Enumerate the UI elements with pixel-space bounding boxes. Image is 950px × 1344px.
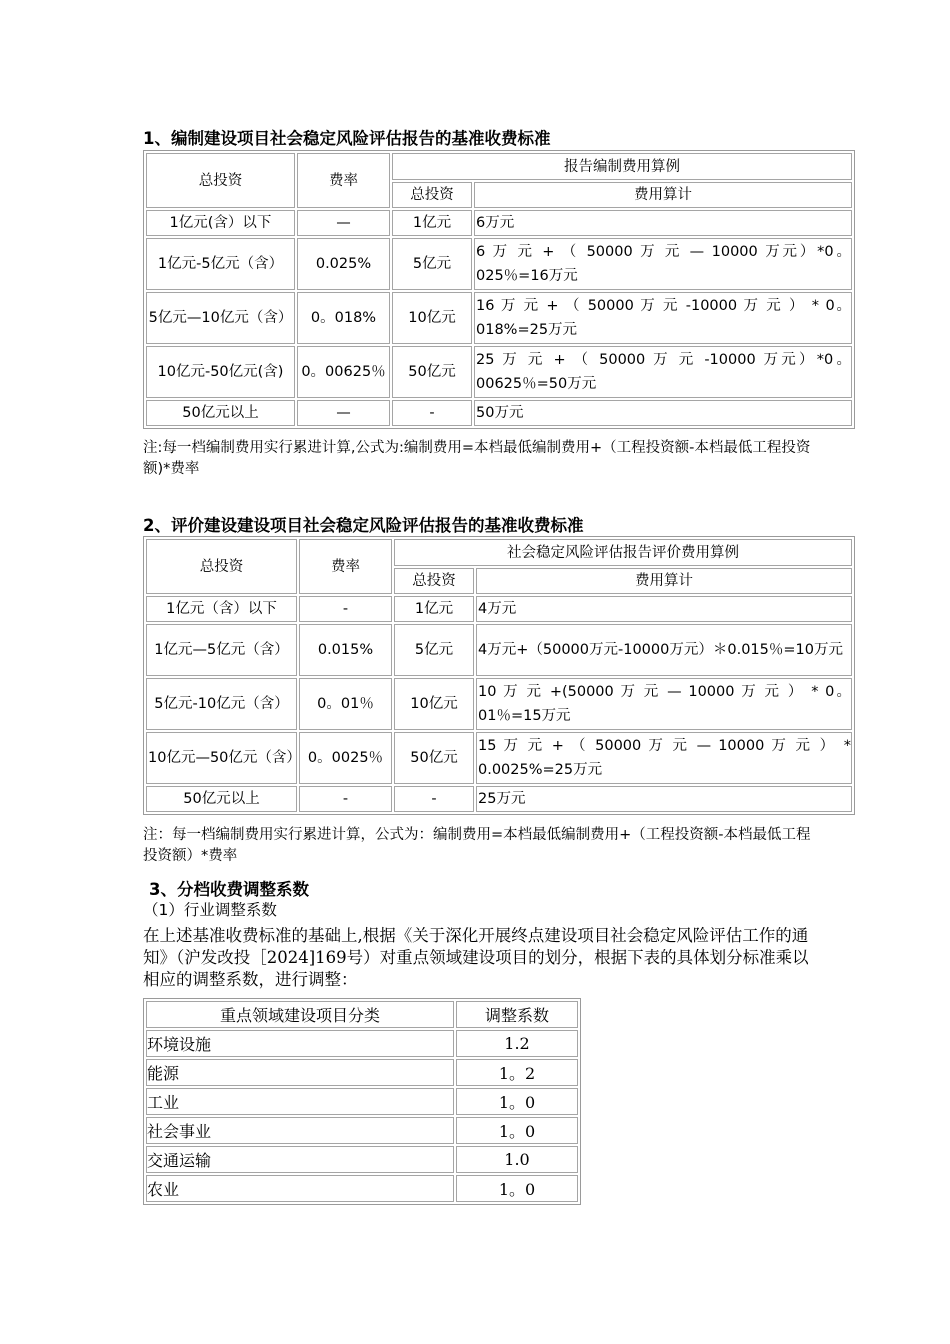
header-example-investment: 总投资 bbox=[394, 568, 474, 594]
coefficient-cell: 1。0 bbox=[456, 1117, 578, 1144]
category-cell: 能源 bbox=[146, 1059, 454, 1086]
table-row bbox=[146, 210, 852, 236]
investment-cell: - bbox=[392, 400, 472, 426]
table-row bbox=[146, 678, 852, 730]
section1-heading: 1、编制建设项目社会稳定风险评估报告的基准收费标准 bbox=[143, 129, 551, 148]
rate-cell: 0。018% bbox=[297, 292, 390, 344]
category-cell: 环境设施 bbox=[146, 1030, 454, 1057]
table-row bbox=[146, 786, 852, 812]
section3-subheading: （1）行业调整系数 bbox=[143, 901, 277, 919]
coefficient-cell: 1。0 bbox=[456, 1088, 578, 1115]
header-total-investment: 总投资 bbox=[146, 153, 295, 208]
section1-fee-table bbox=[143, 150, 855, 429]
range-cell: 10亿元-50亿元(含) bbox=[146, 346, 295, 398]
range-cell: 5亿元-10亿元（含） bbox=[146, 678, 297, 730]
header-total-investment: 总投资 bbox=[146, 539, 297, 594]
header-coefficient: 调整系数 bbox=[456, 1001, 578, 1028]
investment-cell: 10亿元 bbox=[394, 678, 474, 730]
category-cell: 工业 bbox=[146, 1088, 454, 1115]
rate-cell: 0。01％ bbox=[299, 678, 392, 730]
rate-cell: — bbox=[297, 210, 390, 236]
section3-paragraph: 在上述基准收费标准的基础上,根据《关于深化开展终点建设项目社会稳定风险评估工作的通知》（沪发改投［2024]169号）对重点领域建设项目的划分，根据下表的具体划分标准乘以相应的调整系数，进行调整： bbox=[143, 926, 809, 989]
rate-cell: 0。0025％ bbox=[299, 732, 392, 784]
range-cell: 1亿元—5亿元（含） bbox=[146, 624, 297, 676]
range-cell: 5亿元—10亿元（含） bbox=[146, 292, 295, 344]
investment-cell: - bbox=[394, 786, 474, 812]
table-row bbox=[146, 596, 852, 622]
rate-cell: - bbox=[299, 596, 392, 622]
calc-cell: 50万元 bbox=[474, 400, 852, 426]
table-row bbox=[146, 1117, 578, 1144]
table-row bbox=[146, 292, 852, 344]
calc-cell: 4万元 bbox=[476, 596, 852, 622]
range-cell: 1亿元-5亿元（含） bbox=[146, 238, 295, 290]
header-rate: 费率 bbox=[299, 539, 392, 594]
table-row bbox=[146, 346, 852, 398]
header-example-group: 社会稳定风险评估报告评价费用算例 bbox=[394, 539, 852, 566]
investment-cell: 5亿元 bbox=[394, 624, 474, 676]
coefficient-cell: 1.2 bbox=[456, 1030, 578, 1057]
calc-cell: 15 万 元 + （ 50000 万 元 — 10000 万 元 ） * 0.0025%=25万元 bbox=[476, 732, 852, 784]
category-cell: 交通运输 bbox=[146, 1146, 454, 1173]
table-row bbox=[146, 238, 852, 290]
table-row bbox=[146, 1088, 578, 1115]
rate-cell: — bbox=[297, 400, 390, 426]
calc-cell: 16 万 元 + （ 50000 万 元 -10000 万 元 ） * 0。018%=25万元 bbox=[474, 292, 852, 344]
rate-cell: - bbox=[299, 786, 392, 812]
table-row bbox=[146, 1059, 578, 1086]
range-cell: 10亿元—50亿元（含） bbox=[146, 732, 297, 784]
rate-cell: 0.025% bbox=[297, 238, 390, 290]
header-rate: 费率 bbox=[297, 153, 390, 208]
table-row bbox=[146, 1146, 578, 1173]
section1-note: 注:每一档编制费用实行累进计算,公式为:编制费用=本档最低编制费用+（工程投资额-本档最低工程投资额)*费率 bbox=[143, 440, 811, 477]
rate-cell: 0.015% bbox=[299, 624, 392, 676]
header-example-calc: 费用算计 bbox=[476, 568, 852, 594]
header-example-calc: 费用算计 bbox=[474, 182, 852, 208]
rate-cell: 0。00625％ bbox=[297, 346, 390, 398]
range-cell: 50亿元以上 bbox=[146, 400, 295, 426]
calc-cell: 6 万 元 + （ 50000 万 元 — 10000 万元）*0。025％=16万元 bbox=[474, 238, 852, 290]
section2-heading: 2、评价建设建设项目社会稳定风险评估报告的基准收费标准 bbox=[143, 516, 584, 535]
investment-cell: 50亿元 bbox=[392, 346, 472, 398]
calc-cell: 25万元 bbox=[476, 786, 852, 812]
section2-note: 注：每一档编制费用实行累进计算，公式为：编制费用=本档最低编制费用+（工程投资额-本档最低工程投资额）*费率 bbox=[143, 827, 811, 864]
coefficient-cell: 1。2 bbox=[456, 1059, 578, 1086]
investment-cell: 50亿元 bbox=[394, 732, 474, 784]
category-cell: 社会事业 bbox=[146, 1117, 454, 1144]
calc-cell: 6万元 bbox=[474, 210, 852, 236]
range-cell: 50亿元以上 bbox=[146, 786, 297, 812]
section3-heading: 3、分档收费调整系数 bbox=[149, 880, 309, 899]
calc-cell: 25 万 元 + （ 50000 万 元 -10000 万元）*0。00625％=50万元 bbox=[474, 346, 852, 398]
category-cell: 农业 bbox=[146, 1175, 454, 1202]
investment-cell: 1亿元 bbox=[394, 596, 474, 622]
coefficient-cell: 1.0 bbox=[456, 1146, 578, 1173]
header-example-group: 报告编制费用算例 bbox=[392, 153, 852, 180]
calc-cell: 4万元+（50000万元-10000万元）＊0.015％=10万元 bbox=[476, 624, 852, 676]
table-row bbox=[146, 1030, 578, 1057]
table-row bbox=[146, 1175, 578, 1202]
coefficient-cell: 1。0 bbox=[456, 1175, 578, 1202]
calc-cell: 10 万 元 +(50000 万 元 — 10000 万 元 ） * 0。01％=15万元 bbox=[476, 678, 852, 730]
table-row bbox=[146, 732, 852, 784]
header-example-investment: 总投资 bbox=[392, 182, 472, 208]
header-category: 重点领域建设项目分类 bbox=[146, 1001, 454, 1028]
industry-coefficient-table bbox=[143, 998, 581, 1205]
table-row bbox=[146, 624, 852, 676]
range-cell: 1亿元(含）以下 bbox=[146, 210, 295, 236]
investment-cell: 5亿元 bbox=[392, 238, 472, 290]
table-row bbox=[146, 400, 852, 426]
section2-fee-table bbox=[143, 536, 855, 815]
investment-cell: 10亿元 bbox=[392, 292, 472, 344]
range-cell: 1亿元（含）以下 bbox=[146, 596, 297, 622]
investment-cell: 1亿元 bbox=[392, 210, 472, 236]
